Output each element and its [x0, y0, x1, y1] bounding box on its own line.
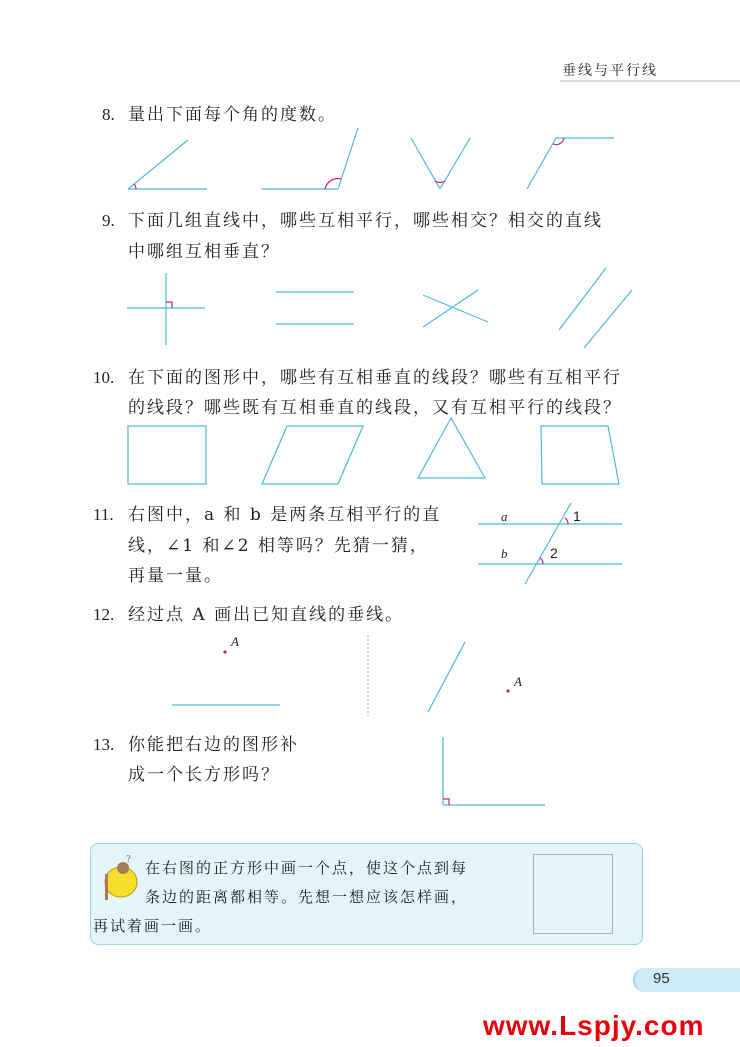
question-10-text-2: 的线段？哪些既有互相垂直的线段，又有互相平行的线段？: [128, 398, 622, 418]
question-8-text: 量出下面每个角的度数。: [128, 105, 337, 125]
angle-2-label: 2: [550, 545, 558, 561]
q13-right-angle-figure: [443, 737, 545, 805]
question-11-text-2: 线，∠1 和∠2 相等吗？先猜一猜，: [128, 536, 429, 556]
q12-point-a-2: [506, 689, 509, 692]
tip-text-3: 再试着画一画。: [93, 917, 213, 935]
line-b-label: b: [501, 546, 508, 561]
question-11-text-3: 再量一量。: [128, 566, 223, 586]
page-number-tab: [633, 968, 740, 992]
question-13-text-2: 成一个长方形吗？: [128, 765, 280, 785]
question-8-number: 8.: [102, 105, 115, 124]
question-9-text-1: 下面几组直线中，哪些互相平行，哪些相交？相交的直线: [128, 211, 603, 231]
chapter-header: 垂线与平行线: [562, 63, 658, 79]
svg-text:?: ?: [126, 855, 131, 865]
q9-parallel-horizontal: [276, 292, 354, 324]
q8-angle-1: [128, 140, 207, 189]
cartoon-chick-icon: [99, 854, 139, 902]
angle-1-label: 1: [573, 508, 581, 524]
q9-perpendicular-lines: [127, 273, 205, 345]
question-9-number: 9.: [102, 211, 115, 230]
tip-text-2: 条边的距离都相等。先想一想应该怎样画，: [145, 888, 469, 906]
q10-rectangle: [128, 426, 206, 484]
question-11-number: 11.: [93, 505, 114, 524]
question-9-text-2: 中哪组互相垂直？: [128, 242, 280, 262]
q8-angle-3: [411, 138, 470, 189]
question-10-text-1: 在下面的图形中，哪些有互相垂直的线段？哪些有互相平行: [128, 368, 622, 388]
q8-angle-2: [262, 128, 358, 189]
line-a-label: a: [501, 509, 508, 524]
question-10-number: 10.: [93, 368, 115, 387]
q10-trapezoid: [541, 426, 619, 484]
question-13-number: 13.: [93, 735, 115, 754]
question-11-text-1: 右图中，a 和 b 是两条互相平行的直: [128, 505, 442, 525]
question-12-number: 12.: [93, 605, 115, 624]
point-a-label-2: A: [514, 674, 522, 689]
q8-angle-4: [527, 138, 614, 189]
q9-intersecting-lines: [423, 290, 488, 327]
q12-point-a-1: [223, 650, 226, 653]
page-number: 95: [653, 970, 670, 987]
q10-triangle: [418, 418, 485, 478]
tip-text-1: 在右图的正方形中画一个点，使这个点到每: [145, 859, 469, 877]
point-a-label-1: A: [231, 634, 239, 649]
question-12-text: 经过点 A 画出已知直线的垂线。: [128, 605, 405, 625]
q9-parallel-diagonal: [559, 268, 632, 348]
q12-line-2: [428, 642, 465, 712]
tip-square: [533, 854, 613, 934]
q11-parallel-lines-figure: [478, 503, 622, 584]
question-13-text-1: 你能把右边的图形补: [128, 735, 299, 755]
q10-parallelogram: [262, 426, 363, 484]
watermark: www.Lspjy.com: [483, 1010, 705, 1041]
